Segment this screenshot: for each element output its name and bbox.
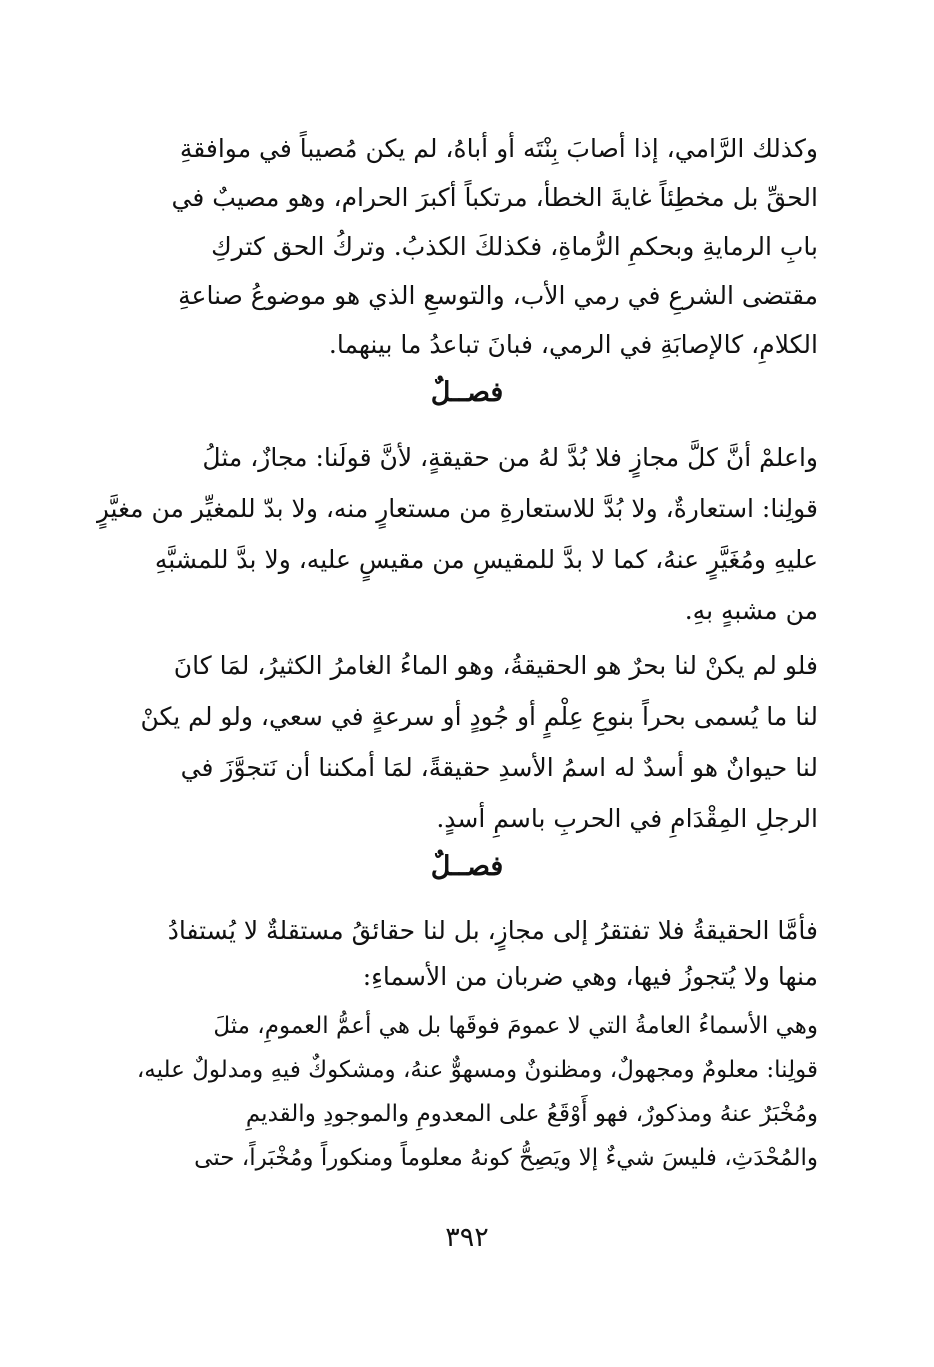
paragraph-2	[96, 432, 818, 636]
paragraph-3	[96, 640, 818, 844]
section-heading-2: فصــلٌ	[430, 851, 504, 882]
text-line: واعلمْ أنَّ كلَّ مجازٍ فلا بُدَّ لهُ من حقيقةٍ، لأنَّ قولَنا: مجازٌ، مثلُ	[202, 443, 818, 472]
text-line: منها ولا يُتجوزُ فيها، وهي ضربان من الأسماءِ:	[362, 962, 818, 991]
text-line: بابِ الرمايةِ وبحكمِ الرُّماةِ، فكذلكَ الكذبُ. وتركُ الحق كتركِ	[211, 232, 818, 261]
paragraph-4	[96, 908, 818, 1000]
text-line: الكلامِ، كالإصابَةِ في الرمي، فبانَ تباعدُ ما بينهما.	[328, 330, 818, 359]
text-line: الرجلِ المِقْدَامِ في الحربِ باسمِ أسدٍ.	[436, 804, 818, 833]
text-line: لنا ما يُسمى بحراً بنوعِ عِلْمٍ أو جُودٍ أو سرعةٍ في سعي، ولو لم يكنْ	[140, 702, 818, 731]
page-number: ٣٩٢	[445, 1222, 489, 1253]
text-line: عليهِ ومُغَيَّرٍ عنهُ، كما لا بدَّ للمقيسِ من مقيسٍ عليه، ولا بدَّ للمشبَّهِ	[154, 545, 818, 574]
text-line: مقتضى الشرعِ في رمي الأب، والتوسعِ الذي هو موضوعُ صناعةِ	[178, 281, 818, 310]
paragraph-1	[96, 124, 818, 369]
text-line: ومُخْبَرٌ عنهُ ومذكورٌ، فهو أَوْقَعُ على المعدومِ والموجودِ والقديمِ	[245, 1101, 818, 1127]
text-line: والمُحْدَثِ، فليسَ شيءٌ إلا ويَصِحُّ كونهُ معلوماً ومنكوراً ومُخْبَراً، حتى	[194, 1145, 818, 1171]
text-line: لنا حيوانٌ هو أسدٌ له اسمُ الأسدِ حقيقةً، لمَا أمكننا أن نَتجوَّزَ في	[180, 753, 818, 782]
section-heading-1: فصــلٌ	[430, 377, 504, 408]
text-line: من مشبهٍ بهِ.	[684, 596, 818, 625]
text-line: قولِنا: معلومٌ ومجهولٌ، ومظنونٌ ومسهوٌّ عنهُ، ومشكوكٌ فيهِ ومدلولٌ عليه،	[136, 1057, 818, 1083]
text-line: فأمَّا الحقيقةُ فلا تفتقرُ إلى مجازٍ، بل لنا حقائقُ مستقلةٌ لا يُستفادُ	[167, 916, 818, 945]
text-line: قولِنا: استعارةٌ، ولا بُدَّ للاستعارةِ من مستعارٍ منه، ولا بدّ للمغيِّر من مغيَّرٍ	[96, 494, 818, 523]
text-line: وهي الأسماءُ العامةُ التي لا عمومَ فوقَها بل هي أعمُّ العمومِ، مثلَ	[213, 1013, 818, 1039]
text-line: وكذلك الرَّامي، إذا أصابَ بِنْتَه أو أباهُ، لم يكن مُصيباً في موافقةِ	[179, 134, 818, 163]
paragraph-5	[96, 1004, 818, 1180]
text-line: فلو لم يكنْ لنا بحرٌ هو الحقيقةُ، وهو الماءُ الغامرُ الكثيرُ، لمَا كانَ	[173, 651, 818, 680]
text-line: الحقِّ بل مخطِئاً غايةَ الخطأ، مرتكباً أكبرَ الحرام، وهو مصيبٌ في	[171, 183, 818, 212]
